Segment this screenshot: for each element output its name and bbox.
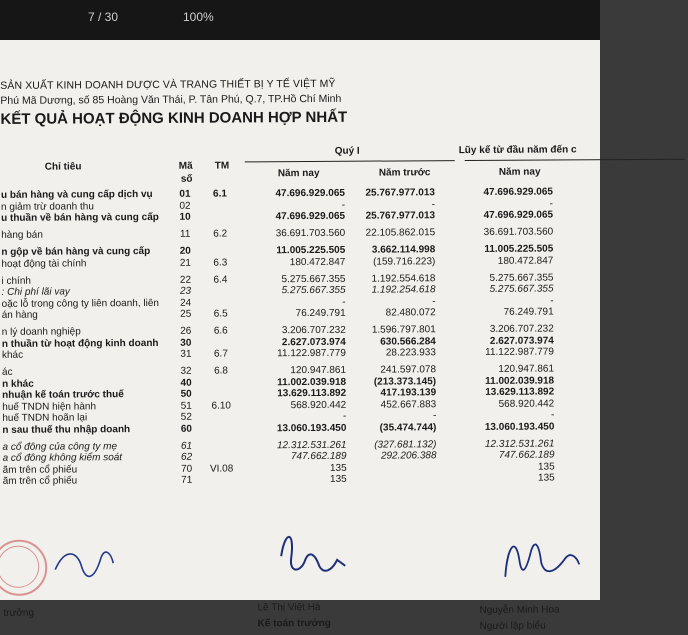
signature-accountant-scribble xyxy=(281,537,345,571)
row-previous-year: (159.716.223) xyxy=(343,256,435,268)
row-note: 6.2 xyxy=(205,228,235,239)
row-code: 20 xyxy=(173,246,197,257)
row-ytd-current: 12.312.531.261 xyxy=(462,438,554,450)
header-tm: TM xyxy=(215,160,230,171)
row-previous-year: 1.596.797.801 xyxy=(344,324,436,336)
row-ytd-current: 5.275.667.355 xyxy=(461,284,553,296)
row-ytd-current: - xyxy=(462,295,554,307)
row-code: 31 xyxy=(174,349,198,360)
row-label: hoạt động tài chính xyxy=(1,257,181,269)
row-previous-year xyxy=(345,473,437,474)
row-previous-year: 1.192.254.618 xyxy=(344,284,436,296)
signature-area xyxy=(0,514,685,608)
row-ytd-current: 47.696.929.065 xyxy=(461,187,553,199)
row-previous-year: - xyxy=(344,296,436,308)
row-previous-year: (213.373.145) xyxy=(344,376,436,388)
row-ytd-current: 2.627.073.974 xyxy=(462,335,554,347)
row-previous-year xyxy=(345,462,437,463)
row-ytd-current: 11.122.987.779 xyxy=(462,347,554,359)
row-previous-year: - xyxy=(343,199,435,211)
row-current-year: - xyxy=(254,411,346,423)
row-previous-year: 1.192.554.618 xyxy=(343,273,435,285)
row-code: 52 xyxy=(174,412,198,423)
row-note: 6.4 xyxy=(205,274,235,285)
row-code: 26 xyxy=(174,326,198,337)
preparer-name: Nguyễn Minh Hoa xyxy=(479,604,559,615)
row-label: n khác xyxy=(2,377,182,389)
row-label: n lý doanh nghiệp xyxy=(2,326,182,338)
header-quy-divider xyxy=(245,160,455,162)
row-label: khác xyxy=(2,349,182,361)
row-code: 10 xyxy=(173,212,197,223)
row-previous-year: (35.474.744) xyxy=(344,422,436,434)
row-current-year: - xyxy=(254,296,346,308)
row-code: 50 xyxy=(174,389,198,400)
row-ytd-current: 135 xyxy=(463,461,555,473)
row-code: 24 xyxy=(174,297,198,308)
row-ytd-current: - xyxy=(462,410,554,422)
row-previous-year: 25.767.977.013 xyxy=(343,187,435,199)
row-previous-year: 241.597.078 xyxy=(344,364,436,376)
row-previous-year: 82.480.072 xyxy=(344,307,436,319)
row-note: 6.7 xyxy=(206,348,236,359)
row-current-year: 13.060.193.450 xyxy=(254,422,346,434)
row-previous-year: 28.223.933 xyxy=(344,347,436,359)
row-label: u bán hàng và cung cấp dịch vụ xyxy=(1,189,181,201)
header-ma-so-line1: Mã xyxy=(179,161,193,172)
row-code: 22 xyxy=(173,274,197,285)
row-current-year: 76.249.791 xyxy=(254,308,346,320)
header-luy-ke-divider xyxy=(465,159,685,161)
row-current-year: 747.662.189 xyxy=(255,451,347,463)
row-ytd-current: 47.696.929.065 xyxy=(461,210,553,222)
row-previous-year: 417.193.139 xyxy=(344,387,436,399)
row-current-year: 5.275.667.355 xyxy=(253,273,345,285)
row-note: VI.08 xyxy=(207,463,237,474)
row-ytd-current: 120.947.861 xyxy=(462,364,554,376)
row-code: 30 xyxy=(174,337,198,348)
row-label: ãm trên cổ phiếu xyxy=(3,475,183,487)
row-current-year: 135 xyxy=(255,462,347,474)
header-nam-nay: Năm nay xyxy=(278,168,320,179)
row-label: n giảm trừ doanh thu xyxy=(1,200,181,212)
row-current-year: 47.696.929.065 xyxy=(253,188,345,200)
row-previous-year: 292.206.388 xyxy=(345,450,437,462)
row-label: a cổ đông của công ty mẹ xyxy=(2,440,182,452)
row-previous-year: (327.681.132) xyxy=(344,439,436,451)
header-luy-ke: Lũy kế từ đầu năm đến c xyxy=(459,144,577,156)
accountant-title: Kế toán trưởng xyxy=(258,618,331,629)
row-current-year: 36.691.703.560 xyxy=(253,228,345,240)
director-title-fragment: trưởng xyxy=(3,608,34,619)
accountant-name: Lê Thị Việt Hà xyxy=(257,602,320,613)
row-previous-year: 630.566.284 xyxy=(344,336,436,348)
row-current-year: 568.920.442 xyxy=(254,399,346,411)
row-previous-year: 3.662.114.998 xyxy=(343,244,435,256)
row-code: 71 xyxy=(175,475,199,486)
preparer-title: Người lập biểu xyxy=(480,621,546,632)
row-note: 6.3 xyxy=(205,257,235,268)
row-current-year: 47.696.929.065 xyxy=(253,211,345,223)
row-previous-year: 25.767.977.013 xyxy=(343,210,435,222)
row-code: 01 xyxy=(173,189,197,200)
row-code: 51 xyxy=(174,400,198,411)
row-ytd-current: 13.629.113.892 xyxy=(462,387,554,399)
header-luy-nam-nay: Năm nay xyxy=(499,167,541,178)
document-page xyxy=(0,40,600,600)
row-label: ãm trên cổ phiếu xyxy=(3,463,183,475)
row-label: ác xyxy=(2,366,182,378)
row-label: a cổ đông không kiểm soát xyxy=(3,452,183,464)
row-code: 70 xyxy=(175,463,199,474)
row-code: 40 xyxy=(174,377,198,388)
row-label: huế TNDN hoãn lại xyxy=(2,412,182,424)
row-current-year: - xyxy=(253,199,345,211)
row-ytd-current: 11.002.039.918 xyxy=(462,375,554,387)
row-note: 6.6 xyxy=(206,325,236,336)
row-label: n sau thuế thu nhập doanh xyxy=(2,423,182,435)
zoom-level[interactable]: 100% xyxy=(183,10,214,24)
row-label: nhuận kế toán trước thuế xyxy=(2,389,182,401)
header-chi-tieu: Chỉ tiêu xyxy=(45,161,82,172)
row-label: hàng bán xyxy=(1,229,181,241)
row-note: 6.10 xyxy=(206,400,236,411)
row-current-year: 11.122.987.779 xyxy=(254,348,346,360)
row-current-year: 5.275.667.355 xyxy=(254,285,346,297)
row-ytd-current: 135 xyxy=(463,473,555,485)
row-current-year: 11.002.039.918 xyxy=(254,376,346,388)
header-quy-i: Quý I xyxy=(335,146,360,157)
row-label: án hàng xyxy=(2,309,182,321)
row-code: 23 xyxy=(174,286,198,297)
company-name: SẢN XUẤT KINH DOANH DƯỢC VÀ TRANG THIẾT BỊ Y TẾ VIỆT MỸ xyxy=(0,78,335,92)
row-previous-year: 452.667.883 xyxy=(344,399,436,411)
header-ma-so-line2: số xyxy=(181,174,193,185)
row-label: : Chi phí lãi vay xyxy=(2,286,182,298)
row-code: 11 xyxy=(173,229,197,240)
row-note: 6.1 xyxy=(205,188,235,199)
row-label: i chính xyxy=(1,274,181,286)
row-current-year: 13.629.113.892 xyxy=(254,388,346,400)
row-code: 21 xyxy=(173,257,197,268)
row-ytd-current: 568.920.442 xyxy=(462,398,554,410)
row-ytd-current: - xyxy=(461,198,553,210)
company-address: Phú Mã Dương, số 85 Hoàng Văn Thái, P. Tân Phú, Q.7, TP.Hồ Chí Minh xyxy=(0,93,341,107)
row-ytd-current: 5.275.667.355 xyxy=(461,272,553,284)
row-current-year: 120.947.861 xyxy=(254,365,346,377)
page-indicator[interactable]: 7 / 30 xyxy=(88,10,118,24)
row-current-year: 3.206.707.232 xyxy=(254,325,346,337)
row-ytd-current: 11.005.225.505 xyxy=(461,244,553,256)
row-label: u thuần về bán hàng và cung cấp xyxy=(1,212,181,224)
signature-director-scribble xyxy=(55,552,113,577)
row-note: 6.5 xyxy=(206,308,236,319)
row-previous-year: - xyxy=(344,410,436,422)
report-title: KẾT QUẢ HOẠT ĐỘNG KINH DOANH HỢP NHẤT xyxy=(0,109,347,128)
row-code: 02 xyxy=(173,200,197,211)
signature-preparer-scribble xyxy=(505,544,579,577)
row-code: 62 xyxy=(175,452,199,463)
row-previous-year: 22.105.862.015 xyxy=(343,227,435,239)
signatures-drawing xyxy=(0,514,685,608)
row-code: 32 xyxy=(174,366,198,377)
pdf-viewer-toolbar xyxy=(0,0,600,40)
row-current-year: 11.005.225.505 xyxy=(253,245,345,257)
row-current-year: 135 xyxy=(255,474,347,486)
row-code: 61 xyxy=(174,440,198,451)
row-current-year: 12.312.531.261 xyxy=(254,439,346,451)
row-ytd-current: 747.662.189 xyxy=(463,450,555,462)
row-ytd-current: 3.206.707.232 xyxy=(462,324,554,336)
row-note: 6.8 xyxy=(206,365,236,376)
row-label: n thuần từ hoạt động kinh doanh xyxy=(2,337,182,349)
row-ytd-current: 180.472.847 xyxy=(461,255,553,267)
row-current-year: 180.472.847 xyxy=(253,256,345,268)
header-nam-truoc: Năm trước xyxy=(379,167,431,178)
row-label: huế TNDN hiện hành xyxy=(2,400,182,412)
row-code: 25 xyxy=(174,309,198,320)
row-ytd-current: 36.691.703.560 xyxy=(461,227,553,239)
row-ytd-current: 76.249.791 xyxy=(462,307,554,319)
row-label: oặc lỗ trong công ty liên doanh, liên xyxy=(2,297,182,309)
row-current-year: 2.627.073.974 xyxy=(254,336,346,348)
row-code: 60 xyxy=(174,423,198,434)
row-label: n gộp về bán hàng và cung cấp xyxy=(1,246,181,258)
row-ytd-current: 13.060.193.450 xyxy=(462,421,554,433)
